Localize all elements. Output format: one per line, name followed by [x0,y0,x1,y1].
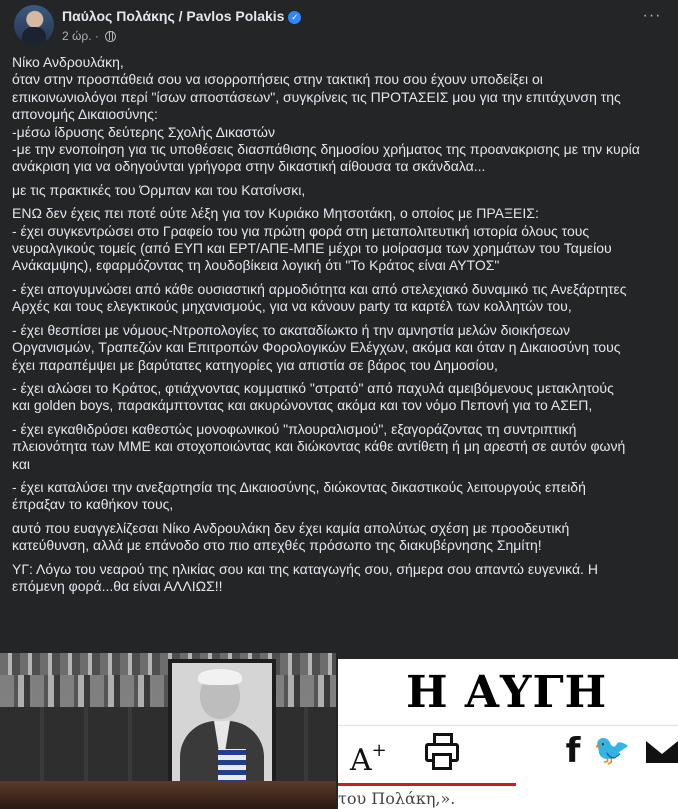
text-line: με τις πρακτικές του Όρμπαν και του Κατσίνσκι, [12,181,306,198]
text-line: Αρχές και τους ελεγκτικούς μηχανισμούς, για να κάνουν party τα καρτέλ των κολλητών του, [12,298,572,315]
text-line: ΕΝΩ δεν έχεις πει ποτέ ούτε λέξη για τον Κυριάκο Μητσοτάκη, ο οποίος με ΠΡΑΞΕΙΣ: [12,205,539,222]
post-time[interactable]: 2 ώρ. [62,29,92,43]
text-line: - έχει θεσπίσει με νόμους-Ντροπολογίες το ακαταδίωκτο ή την αμνηστία μελών διοικήσεων [12,321,571,338]
paragraph [12,54,666,176]
text-line: επικοινωνιολόγοι περί "ίσων αποστάσεων", συγκρίνεις τις ΠΡΟΤΑΣΕΙΣ μου για την επιτάχυνση της [12,88,621,105]
twitter-icon[interactable]: 🐦 [593,733,631,768]
mail-icon[interactable] [644,731,678,771]
text-line: - έχει καταλύσει την ανεξαρτησία της Δικαιοσύνης, διώκοντας δικαστικούς λειτουργούς επειδή [12,478,586,495]
text-line: έχει παραπέμψει με βαρύτατες κατηγορίες για απιστία σε βάρος του Δημοσίου, [12,356,498,373]
text-line: κατεύθυνση, αλλά με επάνοδο στο πιο απεχθές πρόσωπο της διακυβέρνησης Σημίτη! [12,537,542,554]
text-line: Οργανισμών, Τραπεζών και Επιτροπών Φορολογικών Ελέγχων, ακόμα και όταν η Δικαιοσύνη τους [12,339,621,356]
image-top-strip [338,653,678,659]
text-line: αυτό που ευαγγελίζεσαι Νίκο Ανδρουλάκη δεν έχει καμία απολύτως σχέση με προοδευτική [12,519,570,536]
paragraph [12,479,666,514]
text-line: νευραλγικούς τομείς (από ΕΥΠ και ΕΡΤ/ΑΠΕ-ΜΠΕ μέχρι το μοίρασμα των χρημάτων του Ταμείου [12,240,612,257]
print-icon[interactable] [424,731,460,771]
author-name-row [62,8,301,24]
text-line: ΥΓ: Λόγω του νεαρού της ηλικίας σου και της καταγωγής σου, σήμερα σου απαντώ ευγενικά. Η [12,560,598,577]
paragraph [12,322,666,374]
text-line: ανάκριση για να οδηγούνται γρήγορα στην δικαστική αίθουσα τα σκάνδαλα... [12,158,486,175]
text-line: και golden boys, παρακάμπτοντας και ακυρώνοντας ακόμα και τον νόμο Πεπονή για το ΑΣΕΠ, [12,397,593,414]
paragraph [12,281,666,316]
text-line: έπραξαν το καθήκον τους, [12,496,174,513]
paragraph [12,520,666,555]
post-meta [62,29,116,43]
paragraph [12,561,666,596]
paragraph [12,421,666,473]
post-image-right[interactable] [338,653,678,809]
text-line: - έχει εγκαθιδρύσει καθεστώς μονοφωνικού "πλουραλισμού", εξαγοράζοντας τη συντριπτική [12,420,577,437]
meta-separator: · [94,29,99,43]
text-line: - έχει απογυμνώσει από κάθε ουσιαστική αρμοδιότητα και από στελεχιακό δυναμικό τις Ανεξάρτητες [12,280,627,297]
bench-edge [0,781,336,809]
post-text [12,54,666,601]
globe-icon[interactable] [105,31,116,42]
text-line: απονομής Δικαιοσύνης: [12,106,158,123]
accent-bar [338,783,516,786]
facebook-icon[interactable]: f [565,731,581,771]
divider [338,725,678,726]
newspaper-logo: Η ΑΥΓΗ [406,667,608,718]
paragraph [12,182,666,199]
verified-badge-icon: ✓ [288,11,301,24]
text-line: Ανάκαμψης), εφαρμόζοντας τη λουδοβίκεια λογική ότι "Το Κράτος είναι ΑΥΤΟΣ" [12,257,500,274]
text-line: -με την ενοποίηση για τις υποθέσεις διασπάθισης δημοσίου χρήματος της προανακρισης με την κυρία [12,141,640,158]
more-options-icon[interactable]: ··· [642,7,662,24]
paragraph [12,205,666,275]
text-line: Νίκο Ανδρουλάκη, [12,54,124,70]
text-line: όταν στην προσπάθειά σου να ισορροπήσεις στην τακτική που σου έχουν υποδείξει οι [12,71,543,88]
paragraph [12,380,666,415]
text-line: - έχει αλώσει το Κράτος, φτιάχνοντας κομματικό "στρατό" από παχυλά αμειβόμενους μετακλητούς [12,379,614,396]
text-line: και [12,455,31,472]
avatar[interactable] [14,5,54,45]
author-name[interactable]: Παύλος Πολάκης / Pavlos Polakis [62,8,285,24]
text-line: επόμενη φορά...θα είναι ΑΛΛΙΩΣ!! [12,577,223,594]
post-header [14,5,664,49]
text-line: -μέσω ίδρυσης δεύτερης Σχολής Δικαστών [12,123,275,140]
post-image-left[interactable] [0,653,336,809]
article-snippet: του Πολάκη,». [338,789,456,808]
text-line: - έχει συγκεντρώσει στο Γραφείο του για πρώτη φορά στη μεταπολιτευτική ιστορία όλους τους [12,222,590,239]
text-line: πλειονότητα των ΜΜΕ και στοχοποιώντας και διώκοντας κάθε αντίθετη ή μη αρεστή σε αυτόν φωνή [12,438,626,455]
font-size-icon[interactable]: A+ [350,740,387,778]
